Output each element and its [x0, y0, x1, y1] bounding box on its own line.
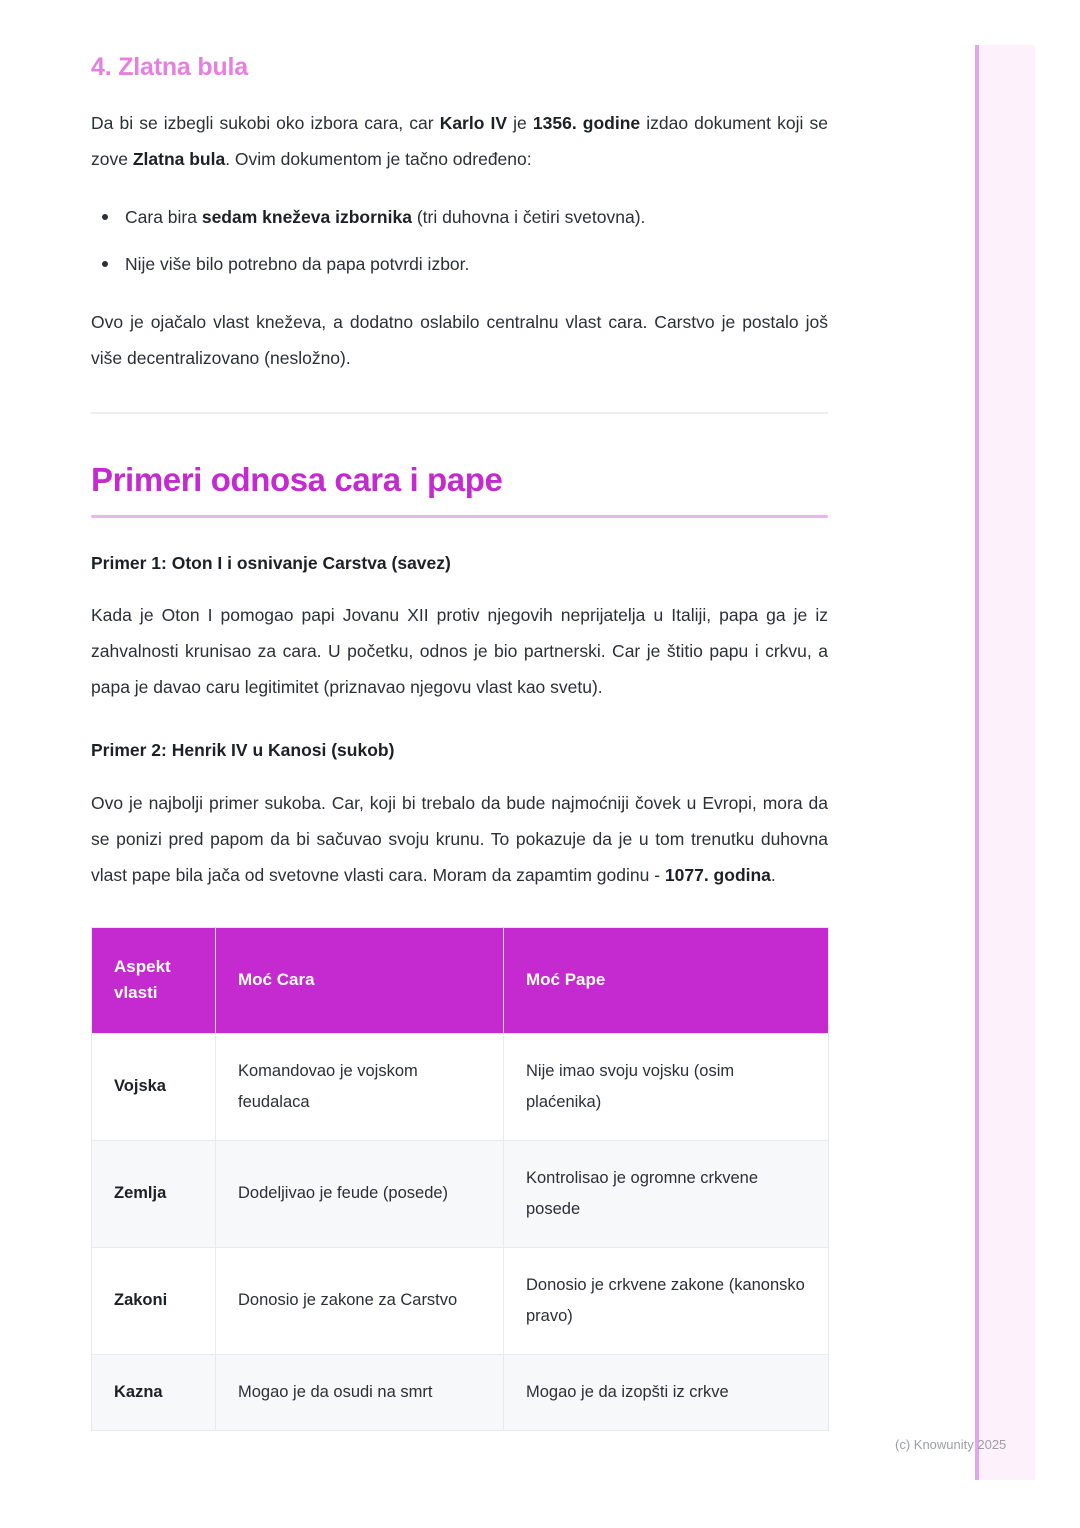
- table-cell-aspect: Kazna: [92, 1354, 216, 1430]
- table-header: [92, 928, 829, 1034]
- table-row: [92, 1354, 829, 1430]
- table-header-aspekt: Aspekt vlasti: [92, 928, 216, 1034]
- decorative-side-strip: [975, 45, 1035, 1480]
- section-heading-zlatna-bula: 4. Zlatna bula: [91, 53, 248, 81]
- zlatna-bula-bullet-list: [91, 199, 828, 282]
- section-divider: [91, 412, 828, 414]
- intro-bold-zlatna-bula: Zlatna bula: [132, 149, 226, 170]
- intro-text-part-1: Da bi se izbegli sukobi oko izbora cara, car: [91, 113, 440, 134]
- bullet-dot-icon: [102, 261, 108, 267]
- comparison-table-wrapper: [91, 927, 828, 1431]
- table-header-moc-pape: Moć Pape: [504, 928, 829, 1034]
- primer-2-text-part-1: Ovo je najbolji primer sukoba. Car, koji bi trebalo da bude najmoćniji čovek u Evropi, mora da se ponizi pred papom da bi sačuvao svoju krunu. To pokazuje da je u tom trenutku duhovna vlast pape bila jača od svetovne vlasti cara. Moram da zapamtim godinu -: [91, 793, 828, 886]
- primer-2-text-part-2: .: [770, 865, 776, 886]
- list-item: [125, 199, 828, 235]
- table-cell-pope: Donosio je crkvene zakone (kanonsko pravo): [504, 1247, 829, 1354]
- intro-text-part-4: . Ovim dokumentom je tačno određeno:: [225, 149, 532, 170]
- table-cell-aspect: Vojska: [92, 1033, 216, 1140]
- comparison-table: [91, 927, 829, 1431]
- table-cell-emperor: Dodeljivao je feude (posede): [216, 1140, 504, 1247]
- subheading-primer-1: Primer 1: Oton I i osnivanje Carstva (savez): [91, 552, 451, 573]
- table-row: [92, 1140, 829, 1247]
- table-cell-aspect: Zakoni: [92, 1247, 216, 1354]
- table-header-moc-cara: Moć Cara: [216, 928, 504, 1034]
- table-cell-pope: Mogao je da izopšti iz crkve: [504, 1354, 829, 1430]
- intro-bold-godine: 1356. godine: [532, 113, 641, 134]
- table-cell-aspect: Zemlja: [92, 1140, 216, 1247]
- page-title-underline: [91, 515, 828, 518]
- bullet-text-pre: Cara bira: [125, 207, 202, 228]
- subheading-primer-2: Primer 2: Henrik IV u Kanosi (sukob): [91, 740, 395, 761]
- intro-text-part-2: je: [507, 113, 533, 134]
- closing-paragraph: Ovo je ojačalo vlast kneževa, a dodatno oslabilo centralnu vlast cara. Carstvo je postalo još više decentralizovano (nesložno).: [91, 312, 828, 369]
- bullet-text-pre: Nije više bilo potrebno da papa potvrdi izbor.: [125, 254, 470, 275]
- primer-2-paragraph: [91, 785, 828, 893]
- primer-1-paragraph: Kada je Oton I pomogao papi Jovanu XII protiv njegovih neprijatelja u Italiji, papa ga je iz zahvalnosti krunisao za cara. U početku, odnos je bio partnerski. Car je štitio papu i crkvu, a papa je davao caru legitimitet (priznavao njegovu vlast kao svetu).: [91, 605, 828, 698]
- primer-2-bold-year: 1077. godina: [664, 865, 771, 886]
- intro-paragraph: [91, 105, 828, 177]
- table-cell-pope: Nije imao svoju vojsku (osim plaćenika): [504, 1033, 829, 1140]
- table-cell-pope: Kontrolisao je ogromne crkvene posede: [504, 1140, 829, 1247]
- table-body: [92, 1033, 829, 1430]
- table-header-row: [92, 928, 829, 1034]
- table-cell-emperor: Komandovao je vojskom feudalaca: [216, 1033, 504, 1140]
- list-item: [125, 246, 828, 282]
- table-row: [92, 1247, 829, 1354]
- copyright-watermark: (c) Knowunity 2025: [895, 1437, 1007, 1452]
- table-row: [92, 1033, 829, 1140]
- bullet-dot-icon: [102, 214, 108, 220]
- page-title: Primeri odnosa cara i pape: [91, 461, 503, 499]
- intro-text-part-3: izdao dokument koji se zove: [91, 113, 828, 170]
- document-page: [91, 0, 828, 1431]
- bullet-text-bold: sedam kneževa izbornika: [201, 207, 412, 228]
- table-cell-emperor: Donosio je zakone za Carstvo: [216, 1247, 504, 1354]
- bullet-text-post: (tri duhovna i četiri svetovna).: [411, 207, 646, 228]
- intro-bold-karlo: Karlo IV: [439, 113, 508, 134]
- table-cell-emperor: Mogao je da osudi na smrt: [216, 1354, 504, 1430]
